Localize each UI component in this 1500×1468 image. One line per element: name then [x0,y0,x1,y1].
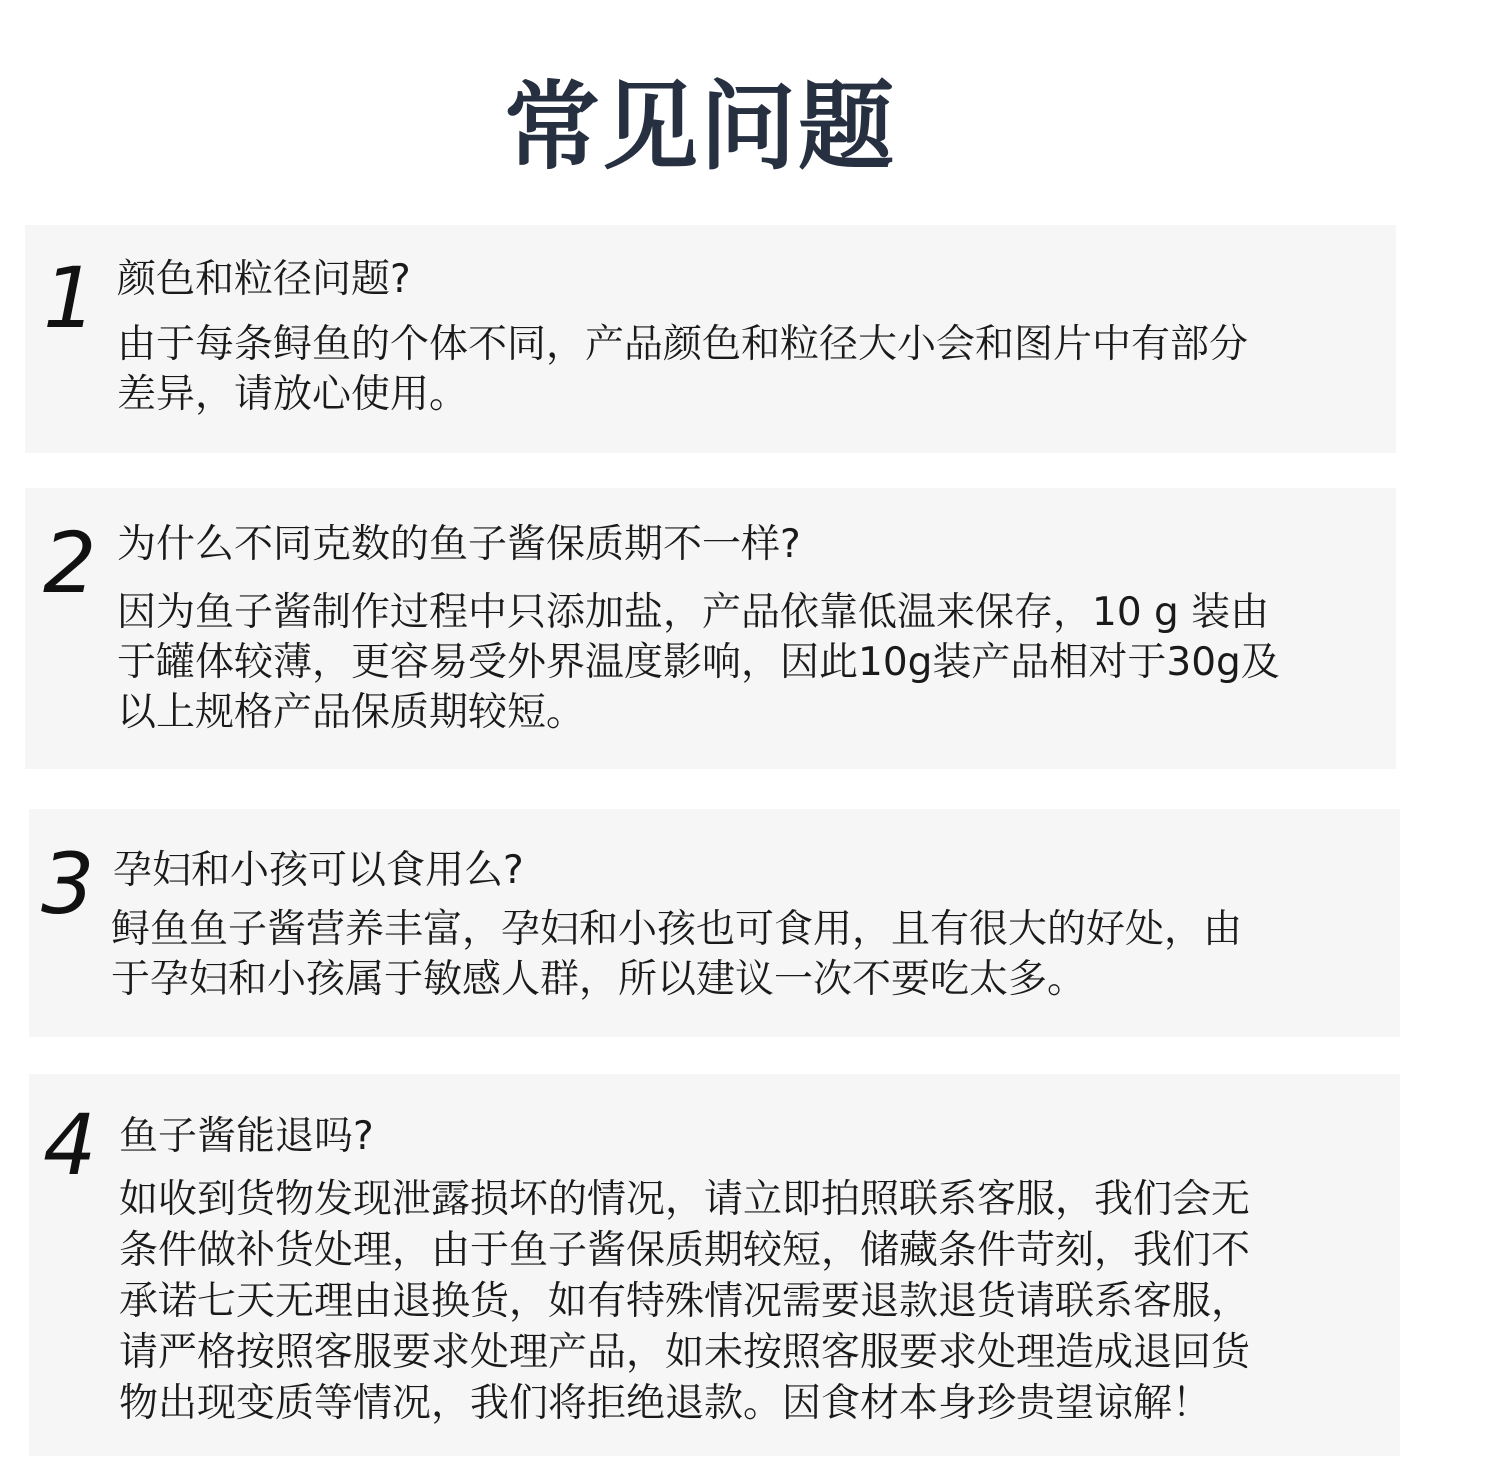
faq-answer-line: 以上规格产品保质期较短。 [117,690,586,735]
faq-number: 2 [43,514,97,612]
faq-number: 4 [43,1096,97,1194]
faq-answer [111,905,1242,1005]
faq-item-2 [25,488,1396,769]
faq-item-3 [29,809,1400,1037]
faq-item-4 [29,1074,1400,1456]
faq-number: 1 [43,249,97,347]
faq-answer-line: 于罐体较薄，更容易受外界温度影响，因此10g装产品相对于30g及 [117,640,1280,685]
faq-answer-line: 条件做补货处理，由于鱼子酱保质期较短，储藏条件苛刻，我们不 [119,1228,1251,1273]
faq-answer-line: 因为鱼子酱制作过程中只添加盐，产品依靠低温来保存，10 g 装由 [117,590,1270,635]
faq-question: 颜色和粒径问题? [117,257,411,302]
faq-answer-line: 如收到货物发现泄露损坏的情况，请立即拍照联系客服，我们会无 [119,1177,1251,1222]
faq-answer-line: 鲟鱼鱼子酱营养丰富，孕妇和小孩也可食用，且有很大的好处，由 [111,907,1243,952]
page-title: 常见问题 [504,71,896,183]
faq-question: 为什么不同克数的鱼子酱保质期不一样? [117,522,801,567]
faq-question: 鱼子酱能退吗? [119,1114,374,1159]
faq-answer-line: 请严格按照客服要求处理产品，如未按照客服要求处理造成退回货 [119,1330,1251,1375]
faq-answer-line: 于孕妇和小孩属于敏感人群，所以建议一次不要吃太多。 [111,957,1087,1002]
faq-answer [117,588,1280,738]
faq-item-1 [25,225,1396,453]
faq-question: 孕妇和小孩可以食用么? [113,848,524,893]
faq-number: 3 [41,835,95,933]
faq-answer [119,1174,1250,1429]
faq-answer-line: 承诺七天无理由退换货，如有特殊情况需要退款退货请联系客服， [119,1279,1251,1324]
faq-answer-line: 物出现变质等情况，我们将拒绝退款。因食材本身珍贵望谅解！ [119,1381,1212,1426]
faq-answer [117,320,1248,420]
faq-answer-line: 由于每条鲟鱼的个体不同，产品颜色和粒径大小会和图片中有部分 [117,322,1249,367]
faq-answer-line: 差异，请放心使用。 [117,372,469,417]
